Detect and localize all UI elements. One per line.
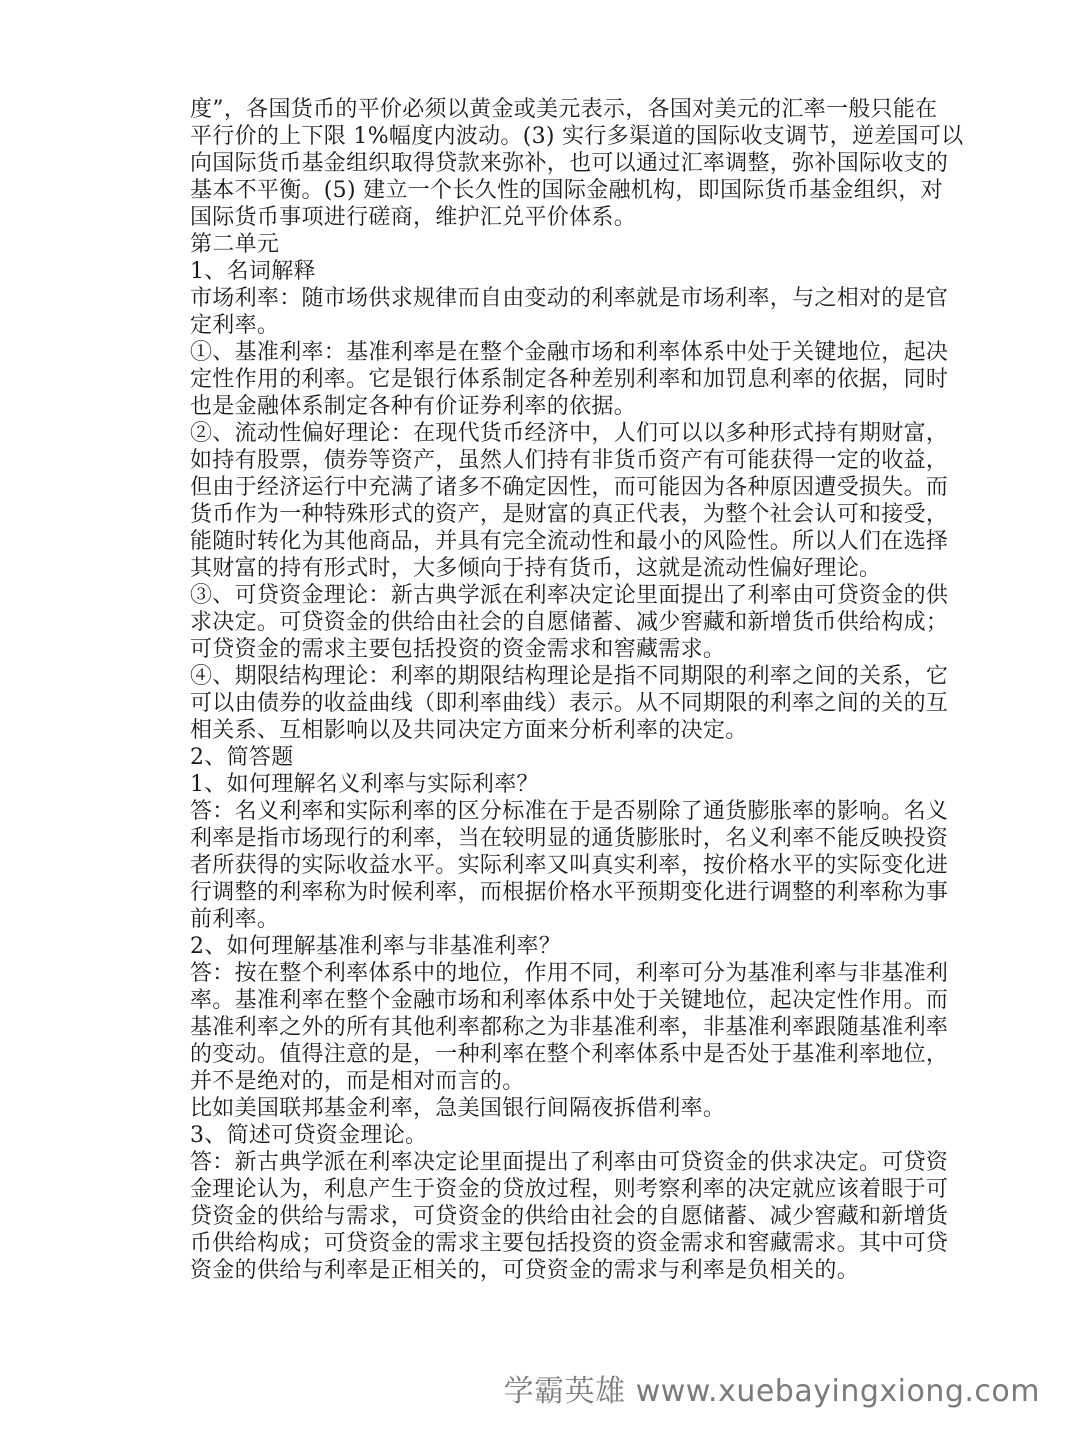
text-line: 前利率。 <box>190 907 280 932</box>
text-line: 向国际货币基金组织取得贷款来弥补，也可以通过汇率调整，弥补国际收支的 <box>190 151 949 176</box>
text-line: 基本不平衡。(5) 建立一个长久性的国际金融机构，即国际货币基金组织，对 <box>190 178 943 203</box>
section-heading: 第二单元 <box>190 232 280 257</box>
text-line: 答：按在整个利率体系中的地位，作用不同，利率可分为基准利率与非基准利 <box>190 961 949 986</box>
text-line: 基准利率之外的所有其他利率都称之为非基准利率，非基准利率跟随基准利率 <box>190 1015 949 1040</box>
text-line: 金理论认为，利息产生于资金的贷放过程，则考察利率的决定就应该着眼于可 <box>190 1177 949 1202</box>
text-line: 能随时转化为其他商品，并具有完全流动性和最小的风险性。所以人们在选择 <box>190 529 949 554</box>
text-line: 贷资金的供给与需求，可贷资金的供给由社会的自愿储蓄、减少窖藏和新增货 <box>190 1204 949 1229</box>
subsection-heading: 1、名词解释 <box>190 259 316 284</box>
text-line: 答：名义利率和实际利率的区分标准在于是否剔除了通货膨胀率的影响。名义 <box>190 799 949 824</box>
subsection-heading: 2、简答题 <box>190 745 294 770</box>
text-line: 可以由债券的收益曲线（即利率曲线）表示。从不同期限的利率之间的关的互 <box>190 691 949 716</box>
text-line: 度”，各国货币的平价必须以黄金或美元表示，各国对美元的汇率一般只能在 <box>190 97 938 122</box>
text-line: 市场利率：随市场供求规律而自由变动的利率就是市场利率，与之相对的是官 <box>190 286 949 311</box>
text-line: ④、期限结构理论：利率的期限结构理论是指不同期限的利率之间的关系，它 <box>190 664 949 689</box>
text-line: 定利率。 <box>190 313 280 338</box>
text-line: 比如美国联邦基金利率，急美国银行间隔夜拆借利率。 <box>190 1096 726 1121</box>
document-page <box>190 96 964 1284</box>
text-line: 者所获得的实际收益水平。实际利率又叫真实利率，按价格水平的实际变化进 <box>190 853 949 878</box>
text-line: 货币作为一种特殊形式的资产，是财富的真正代表，为整个社会认可和接受， <box>190 502 949 527</box>
text-line: ③、可贷资金理论：新古典学派在利率决定论里面提出了利率由可贷资金的供 <box>190 583 949 608</box>
text-line: 的变动。值得注意的是，一种利率在整个利率体系中是否处于基准利率地位， <box>190 1042 949 1067</box>
text-line: ①、基准利率：基准利率是在整个金融市场和利率体系中处于关键地位，起决 <box>190 340 949 365</box>
text-line: 资金的供给与利率是正相关的，可贷资金的需求与利率是负相关的。 <box>190 1258 860 1283</box>
text-line: 并不是绝对的，而是相对而言的。 <box>190 1069 525 1094</box>
text-line: 定性作用的利率。它是银行体系制定各种差别利率和加罚息利率的依据，同时 <box>190 367 949 392</box>
site-watermark: 学霸英雄 www.xuebayingxiong.com <box>503 1374 1040 1409</box>
text-line: 币供给构成；可贷资金的需求主要包括投资的资金需求和窖藏需求。其中可贷 <box>190 1231 949 1256</box>
text-line: 行调整的利率称为时候利率，而根据价格水平预期变化进行调整的利率称为事 <box>190 880 949 905</box>
text-line: 平行价的上下限 1%幅度内波动。(3) 实行多渠道的国际收支调节，逆差国可以 <box>190 124 964 149</box>
text-line: 也是金融体系制定各种有价证券利率的依据。 <box>190 394 637 419</box>
text-line: 但由于经济运行中充满了诸多不确定因性，而可能因为各种原因遭受损失。而 <box>190 475 949 500</box>
question-heading: 3、简述可贷资金理论。 <box>190 1123 428 1148</box>
text-line: 利率是指市场现行的利率，当在较明显的通货膨胀时，名义利率不能反映投资 <box>190 826 949 851</box>
question-heading: 1、如何理解名义利率与实际利率？ <box>190 772 539 797</box>
question-heading: 2、如何理解基准利率与非基准利率？ <box>190 934 562 959</box>
text-line: 相关系、互相影响以及共同决定方面来分析利率的决定。 <box>190 718 748 743</box>
text-line: ②、流动性偏好理论：在现代货币经济中，人们可以以多种形式持有期财富， <box>190 421 949 446</box>
text-line: 如持有股票，债券等资产，虽然人们持有非货币资产有可能获得一定的收益， <box>190 448 949 473</box>
text-line: 国际货币事项进行磋商，维护汇兑平价体系。 <box>190 205 637 230</box>
text-line: 率。基准利率在整个金融市场和利率体系中处于关键地位，起决定性作用。而 <box>190 988 949 1013</box>
text-line: 求决定。可贷资金的供给由社会的自愿储蓄、减少窖藏和新增货币供给构成； <box>190 610 949 635</box>
text-line: 答：新古典学派在利率决定论里面提出了利率由可贷资金的供求决定。可贷资 <box>190 1150 949 1175</box>
text-line: 可贷资金的需求主要包括投资的资金需求和窖藏需求。 <box>190 637 726 662</box>
text-line: 其财富的持有形式时，大多倾向于持有货币，这就是流动性偏好理论。 <box>190 556 882 581</box>
